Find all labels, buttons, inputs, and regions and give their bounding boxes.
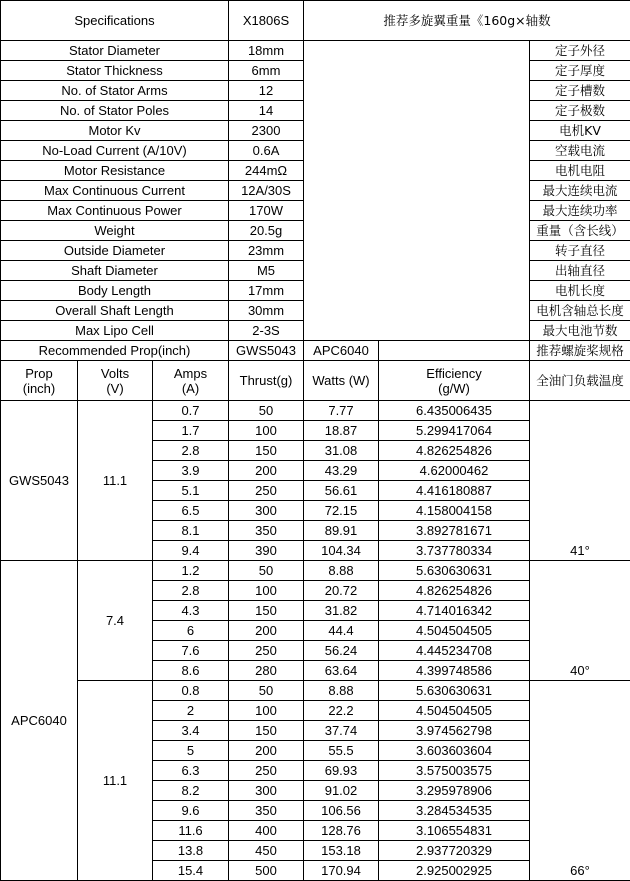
spec-label: Max Continuous Power xyxy=(1,201,229,221)
blank-area xyxy=(304,41,530,341)
thrust-value: 200 xyxy=(229,621,304,641)
spec-value: 20.5g xyxy=(229,221,304,241)
spec-label-cn: 转子直径 xyxy=(530,241,630,261)
watts-value: 104.34 xyxy=(304,541,379,561)
thrust-value: 50 xyxy=(229,561,304,581)
efficiency-value: 2.925002925 xyxy=(379,861,530,881)
watts-value: 106.56 xyxy=(304,801,379,821)
temperature-cell xyxy=(530,781,630,801)
thrust-value: 300 xyxy=(229,501,304,521)
amps-value: 1.7 xyxy=(153,421,229,441)
amps-value: 5 xyxy=(153,741,229,761)
thrust-value: 150 xyxy=(229,601,304,621)
col-volts xyxy=(78,361,153,401)
amps-value: 9.4 xyxy=(153,541,229,561)
amps-value: 2 xyxy=(153,701,229,721)
temperature-cell xyxy=(530,461,630,481)
temperature-value: 40° xyxy=(530,661,630,681)
thrust-value: 50 xyxy=(229,681,304,701)
spec-label: Motor Kv xyxy=(1,121,229,141)
spec-value: 17mm xyxy=(229,281,304,301)
thrust-value: 400 xyxy=(229,821,304,841)
thrust-value: 280 xyxy=(229,661,304,681)
efficiency-value: 6.435006435 xyxy=(379,401,530,421)
temperature-cell xyxy=(530,841,630,861)
efficiency-value: 4.826254826 xyxy=(379,581,530,601)
spec-label-cn: 电机含轴总长度 xyxy=(530,301,630,321)
temperature-cell xyxy=(530,621,630,641)
temperature-cell xyxy=(530,481,630,501)
col-prop-label: Prop xyxy=(25,365,53,381)
spec-label: Stator Diameter xyxy=(1,41,229,61)
spec-value: M5 xyxy=(229,261,304,281)
temperature-cell xyxy=(530,761,630,781)
spec-value: 12 xyxy=(229,81,304,101)
amps-value: 3.4 xyxy=(153,721,229,741)
thrust-value: 390 xyxy=(229,541,304,561)
watts-value: 31.82 xyxy=(304,601,379,621)
temperature-cell xyxy=(530,681,630,701)
amps-value: 3.9 xyxy=(153,461,229,481)
col-thrust: Thrust(g) xyxy=(229,361,304,401)
efficiency-value: 4.714016342 xyxy=(379,601,530,621)
temperature-cell xyxy=(530,521,630,541)
temperature-cell xyxy=(530,801,630,821)
watts-value: 43.29 xyxy=(304,461,379,481)
thrust-value: 500 xyxy=(229,861,304,881)
thrust-value: 150 xyxy=(229,441,304,461)
spec-label-cn: 定子厚度 xyxy=(530,61,630,81)
col-volts-unit: (V) xyxy=(106,380,124,396)
watts-value: 153.18 xyxy=(304,841,379,861)
amps-value: 2.8 xyxy=(153,441,229,461)
data-row xyxy=(1,681,630,701)
amps-value: 6 xyxy=(153,621,229,641)
thrust-value: 200 xyxy=(229,741,304,761)
spec-label: Motor Resistance xyxy=(1,161,229,181)
recommended-prop-2: APC6040 xyxy=(304,341,379,361)
thrust-value: 50 xyxy=(229,401,304,421)
prop-name: APC6040 xyxy=(1,561,78,881)
thrust-value: 200 xyxy=(229,461,304,481)
recommended-prop-1: GWS5043 xyxy=(229,341,304,361)
spec-label: No. of Stator Poles xyxy=(1,101,229,121)
watts-value: 20.72 xyxy=(304,581,379,601)
watts-value: 56.61 xyxy=(304,481,379,501)
spec-label-cn: 重量（含长线） xyxy=(530,221,630,241)
efficiency-value: 4.158004158 xyxy=(379,501,530,521)
recommended-prop-label: Recommended Prop(inch) xyxy=(1,341,229,361)
thrust-value: 350 xyxy=(229,801,304,821)
prop-name: GWS5043 xyxy=(1,401,78,561)
volts-value: 11.1 xyxy=(78,681,153,881)
amps-value: 6.5 xyxy=(153,501,229,521)
amps-value: 0.8 xyxy=(153,681,229,701)
spec-label-cn: 定子极数 xyxy=(530,101,630,121)
efficiency-value: 4.445234708 xyxy=(379,641,530,661)
watts-value: 55.5 xyxy=(304,741,379,761)
spec-value: 30mm xyxy=(229,301,304,321)
spec-value: 170W xyxy=(229,201,304,221)
data-header-row xyxy=(1,361,630,401)
spec-value: 12A/30S xyxy=(229,181,304,201)
amps-value: 7.6 xyxy=(153,641,229,661)
watts-value: 7.77 xyxy=(304,401,379,421)
watts-value: 128.76 xyxy=(304,821,379,841)
spec-label-cn: 出轴直径 xyxy=(530,261,630,281)
amps-value: 8.2 xyxy=(153,781,229,801)
recommended-prop-blank xyxy=(379,341,530,361)
col-watts: Watts (W) xyxy=(304,361,379,401)
spec-value: 2300 xyxy=(229,121,304,141)
spec-row xyxy=(1,41,630,61)
temperature-cell xyxy=(530,821,630,841)
amps-value: 8.1 xyxy=(153,521,229,541)
temperature-cell xyxy=(530,401,630,421)
efficiency-value: 3.295978906 xyxy=(379,781,530,801)
watts-value: 89.91 xyxy=(304,521,379,541)
spec-label-cn: 空载电流 xyxy=(530,141,630,161)
spec-label-cn: 最大连续电流 xyxy=(530,181,630,201)
efficiency-value: 4.504504505 xyxy=(379,701,530,721)
efficiency-value: 3.892781671 xyxy=(379,521,530,541)
thrust-value: 350 xyxy=(229,521,304,541)
spec-label: No-Load Current (A/10V) xyxy=(1,141,229,161)
amps-value: 11.6 xyxy=(153,821,229,841)
efficiency-value: 4.399748586 xyxy=(379,661,530,681)
efficiency-value: 4.416180887 xyxy=(379,481,530,501)
col-efficiency xyxy=(379,361,530,401)
spec-label-cn: 最大连续功率 xyxy=(530,201,630,221)
spec-value: 18mm xyxy=(229,41,304,61)
temperature-cell xyxy=(530,501,630,521)
spec-label-cn: 最大电池节数 xyxy=(530,321,630,341)
watts-value: 91.02 xyxy=(304,781,379,801)
efficiency-value: 3.603603604 xyxy=(379,741,530,761)
col-temperature: 全油门负载温度 xyxy=(530,361,630,401)
amps-value: 2.8 xyxy=(153,581,229,601)
temperature-cell xyxy=(530,441,630,461)
volts-value: 11.1 xyxy=(78,401,153,561)
temperature-cell xyxy=(530,741,630,761)
watts-value: 22.2 xyxy=(304,701,379,721)
amps-value: 1.2 xyxy=(153,561,229,581)
efficiency-value: 4.504504505 xyxy=(379,621,530,641)
thrust-value: 250 xyxy=(229,761,304,781)
watts-value: 18.87 xyxy=(304,421,379,441)
temperature-cell xyxy=(530,581,630,601)
temperature-cell xyxy=(530,601,630,621)
watts-value: 37.74 xyxy=(304,721,379,741)
spec-label: Shaft Diameter xyxy=(1,261,229,281)
thrust-value: 300 xyxy=(229,781,304,801)
spec-header: Specifications xyxy=(1,1,229,41)
amps-value: 8.6 xyxy=(153,661,229,681)
watts-value: 63.64 xyxy=(304,661,379,681)
thrust-value: 100 xyxy=(229,581,304,601)
efficiency-value: 3.284534535 xyxy=(379,801,530,821)
amps-value: 9.6 xyxy=(153,801,229,821)
amps-value: 5.1 xyxy=(153,481,229,501)
temperature-cell xyxy=(530,641,630,661)
col-amps xyxy=(153,361,229,401)
col-amps-label: Amps xyxy=(173,365,208,381)
spec-label: No. of Stator Arms xyxy=(1,81,229,101)
col-amps-unit: (A) xyxy=(181,380,200,396)
col-efficiency-label: Efficiency xyxy=(426,365,482,381)
data-row xyxy=(1,401,630,421)
model-header: X1806S xyxy=(229,1,304,41)
watts-value: 8.88 xyxy=(304,561,379,581)
recommended-prop-row xyxy=(1,341,630,361)
efficiency-value: 3.106554831 xyxy=(379,821,530,841)
thrust-value: 100 xyxy=(229,701,304,721)
spec-label-cn: 电机长度 xyxy=(530,281,630,301)
watts-value: 31.08 xyxy=(304,441,379,461)
recommend-weight-header: 推荐多旋翼重量《160g×轴数 xyxy=(304,1,630,41)
spec-value: 2-3S xyxy=(229,321,304,341)
thrust-value: 100 xyxy=(229,421,304,441)
thrust-value: 250 xyxy=(229,481,304,501)
spec-label-cn: 定子槽数 xyxy=(530,81,630,101)
efficiency-value: 5.299417064 xyxy=(379,421,530,441)
spec-value: 23mm xyxy=(229,241,304,261)
temperature-cell xyxy=(530,421,630,441)
amps-value: 4.3 xyxy=(153,601,229,621)
temperature-value: 41° xyxy=(530,541,630,561)
spec-label: Overall Shaft Length xyxy=(1,301,229,321)
efficiency-value: 3.575003575 xyxy=(379,761,530,781)
temperature-cell xyxy=(530,701,630,721)
efficiency-value: 3.974562798 xyxy=(379,721,530,741)
temperature-cell xyxy=(530,721,630,741)
watts-value: 8.88 xyxy=(304,681,379,701)
watts-value: 69.93 xyxy=(304,761,379,781)
temperature-cell xyxy=(530,561,630,581)
col-volts-label: Volts xyxy=(100,365,130,381)
thrust-value: 250 xyxy=(229,641,304,661)
amps-value: 6.3 xyxy=(153,761,229,781)
amps-value: 15.4 xyxy=(153,861,229,881)
spec-label: Max Continuous Current xyxy=(1,181,229,201)
spec-label: Weight xyxy=(1,221,229,241)
efficiency-value: 2.937720329 xyxy=(379,841,530,861)
spec-value: 0.6A xyxy=(229,141,304,161)
temperature-value: 66° xyxy=(530,861,630,881)
spec-value: 14 xyxy=(229,101,304,121)
spec-label-cn: 电机KV xyxy=(530,121,630,141)
watts-value: 72.15 xyxy=(304,501,379,521)
efficiency-value: 4.826254826 xyxy=(379,441,530,461)
efficiency-value: 5.630630631 xyxy=(379,561,530,581)
spec-label-cn: 电机电阻 xyxy=(530,161,630,181)
watts-value: 170.94 xyxy=(304,861,379,881)
col-efficiency-unit: (g/W) xyxy=(438,380,470,396)
volts-value: 7.4 xyxy=(78,561,153,681)
spec-label-cn: 定子外径 xyxy=(530,41,630,61)
data-row xyxy=(1,561,630,581)
spec-label: Body Length xyxy=(1,281,229,301)
col-prop-unit: (inch) xyxy=(22,380,56,396)
watts-value: 56.24 xyxy=(304,641,379,661)
watts-value: 44.4 xyxy=(304,621,379,641)
spec-value: 244mΩ xyxy=(229,161,304,181)
thrust-value: 150 xyxy=(229,721,304,741)
efficiency-value: 3.737780334 xyxy=(379,541,530,561)
recommended-prop-cn: 推荐螺旋桨规格 xyxy=(530,341,630,361)
amps-value: 13.8 xyxy=(153,841,229,861)
thrust-value: 450 xyxy=(229,841,304,861)
col-prop xyxy=(1,361,78,401)
efficiency-value: 5.630630631 xyxy=(379,681,530,701)
spec-label: Stator Thickness xyxy=(1,61,229,81)
efficiency-value: 4.62000462 xyxy=(379,461,530,481)
spec-label: Max Lipo Cell xyxy=(1,321,229,341)
spec-label: Outside Diameter xyxy=(1,241,229,261)
amps-value: 0.7 xyxy=(153,401,229,421)
spec-value: 6mm xyxy=(229,61,304,81)
